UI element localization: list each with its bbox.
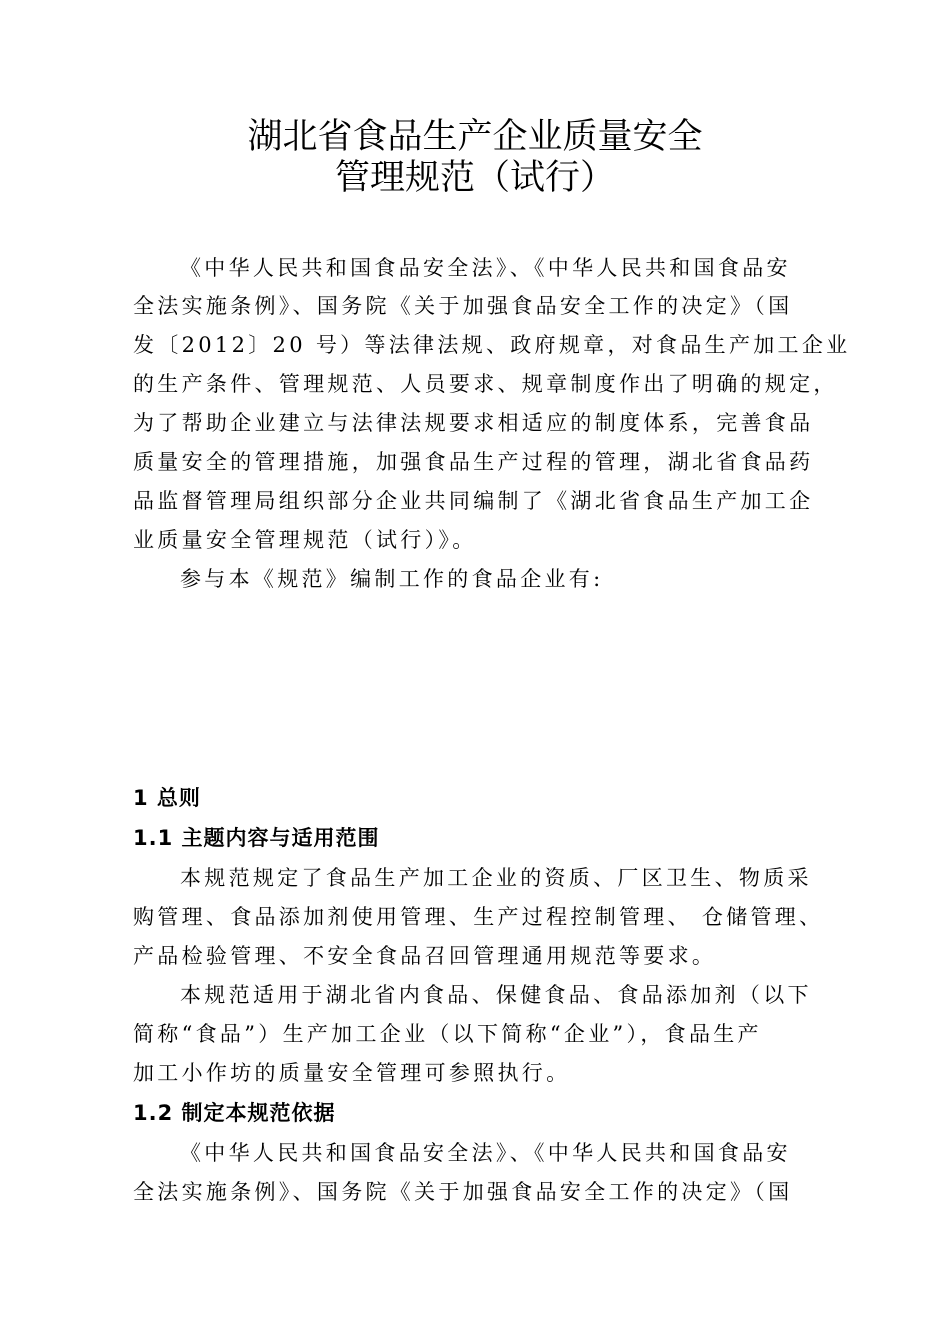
section-1-2-heading: 1.2 制定本规范依据 (133, 1101, 336, 1125)
section-1-2-para1-line: 全法实施条例》、国务院《关于加强食品安全工作的决定》（国 (133, 1180, 793, 1204)
section-1-1-para1-line: 购管理、食品添加剂使用管理、生产过程控制管理、 仓储管理、 (133, 905, 824, 929)
section-1-heading: 1 总则 (133, 786, 201, 810)
section-1-1-para2-line: 简称“食品”）生产加工企业（以下简称“企业”），食品生产 (133, 1022, 762, 1046)
intro-line: 质量安全的管理措施，加强食品生产过程的管理，湖北省食品药 (133, 450, 814, 474)
intro-line: 品监督管理局组织部分企业共同编制了《湖北省食品生产加工企 (133, 489, 814, 513)
participants-line: 参与本《规范》编制工作的食品企业有: (180, 567, 604, 591)
intro-line: 为了帮助企业建立与法律法规要求相适应的制度体系，完善食品 (133, 411, 814, 435)
document-title-line-1: 湖北省食品生产企业质量安全 (247, 117, 703, 157)
intro-line: 业质量安全管理规范（试行）》。 (133, 528, 477, 552)
section-1-1-para2-line: 本规范适用于湖北省内食品、保健食品、食品添加剂（以下 (180, 983, 812, 1007)
intro-line: 的生产条件、管理规范、人员要求、规章制度作出了明确的规定， (133, 372, 838, 396)
section-1-1-heading: 1.1 主题内容与适用范围 (133, 826, 380, 850)
section-1-1-para1-line: 产品检验管理、不安全食品召回管理通用规范等要求。 (133, 944, 717, 968)
section-1-2-para1-line: 《中华人民共和国食品安全法》、《中华人民共和国食品安 (180, 1141, 791, 1165)
intro-line: 发〔2012〕20 号）等法律法规、政府规章，对食品生产加工企业 (133, 333, 851, 357)
section-1-1-para1-line: 本规范规定了食品生产加工企业的资质、厂区卫生、物质采 (180, 866, 812, 890)
intro-line: 《中华人民共和国食品安全法》、《中华人民共和国食品安 (180, 256, 791, 280)
section-1-1-para2-line: 加工小作坊的质量安全管理可参照执行。 (133, 1061, 571, 1085)
document-title-line-2: 管理规范（试行） (334, 158, 615, 198)
intro-line: 全法实施条例》、国务院《关于加强食品安全工作的决定》（国 (133, 294, 793, 318)
